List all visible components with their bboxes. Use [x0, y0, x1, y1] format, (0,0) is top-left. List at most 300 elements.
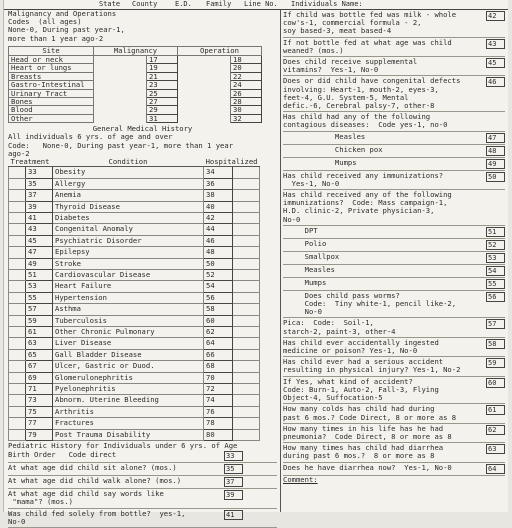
treatment-spacer: [9, 326, 26, 337]
treatment-code-box[interactable]: 65: [26, 349, 53, 360]
treatment-code-box[interactable]: 39: [26, 201, 53, 212]
condition-row: [9, 235, 260, 246]
hospitalized-code-box[interactable]: 56: [204, 292, 233, 303]
condition-name: Psychiatric Disorder: [53, 235, 204, 246]
question-text: Measles: [283, 264, 335, 274]
condition-row: [9, 247, 260, 258]
question-text: If not bottle fed at what age was child weaned? (mos.): [283, 37, 452, 55]
operation-code-box[interactable]: 32: [231, 114, 262, 122]
operation-spacer: [178, 98, 231, 106]
treatment-spacer: [9, 292, 26, 303]
condition-name: Gall Bladder Disease: [53, 349, 204, 360]
answer-code-box[interactable]: 60: [486, 378, 505, 388]
hospitalized-spacer: [233, 384, 260, 395]
treatment-spacer: [9, 315, 26, 326]
operation-spacer: [178, 64, 231, 72]
condition-name: Congenital Anomaly: [53, 224, 204, 235]
malignancy-code-box[interactable]: 23: [147, 81, 178, 89]
malignancy-spacer: [94, 106, 147, 114]
hospitalized-code-box[interactable]: 46: [204, 235, 233, 246]
treatment-spacer: [9, 349, 26, 360]
pediatric-answer-box[interactable]: 33: [224, 451, 243, 461]
right-question-row: [283, 171, 505, 190]
hospitalized-code-box[interactable]: 62: [204, 326, 233, 337]
right-question-row: [283, 239, 505, 252]
treatment-spacer: [9, 235, 26, 246]
answer-code-box[interactable]: 57: [486, 319, 505, 329]
condition-name: Hypertension: [53, 292, 204, 303]
condition-name: Epilepsy: [53, 247, 204, 258]
right-questions: [283, 10, 505, 476]
question-text: How many times has child had diarrhea during past 6 mos.? 8 or more as 8: [283, 443, 444, 461]
condition-name: Thyroid Disease: [53, 201, 204, 212]
malignancy-row: [9, 81, 262, 89]
census-form-sheet: [3, 0, 508, 526]
malignancy-code-box[interactable]: 17: [147, 56, 178, 64]
condition-name: Ulcer, Gastric or Duod.: [53, 361, 204, 372]
right-question-row: [283, 278, 505, 291]
right-question-row: [283, 265, 505, 278]
malignancy-row: [9, 98, 262, 106]
question-text: Has child ever accidentally ingested medicine or poison? Yes-1, No-0: [283, 337, 439, 356]
malignancy-table: [8, 46, 262, 123]
condition-row: [9, 167, 260, 178]
answer-code-box[interactable]: 43: [486, 39, 505, 49]
hospitalized-spacer: [233, 269, 260, 280]
condition-row: [9, 338, 260, 349]
treatment-code-box[interactable]: 79: [26, 429, 53, 440]
question-text: Mumps: [283, 277, 327, 287]
malignancy-code-box[interactable]: 29: [147, 106, 178, 114]
treatment-spacer: [9, 384, 26, 395]
treatment-code-box[interactable]: 73: [26, 395, 53, 406]
treatment-spacer: [9, 361, 26, 372]
hospitalized-code-box[interactable]: 44: [204, 224, 233, 235]
condition-row: [9, 384, 260, 395]
condition-name: Cardiovascular Disease: [53, 269, 204, 280]
ed-label: E.D.: [175, 0, 192, 8]
malignancy-code-box[interactable]: 27: [147, 98, 178, 106]
right-question-row: [283, 132, 505, 145]
site-label: Breasts: [9, 72, 94, 80]
hospitalized-header: Hospitalized: [204, 158, 260, 167]
treatment-code-box[interactable]: 57: [26, 304, 53, 315]
malignancy-code-box[interactable]: 19: [147, 64, 178, 72]
condition-name: Pyelonephritis: [53, 384, 204, 395]
hospitalized-code-box[interactable]: 34: [204, 167, 233, 178]
condition-name: Arthritis: [53, 406, 204, 417]
malignancy-row: [9, 114, 262, 122]
operation-code-box[interactable]: 20: [231, 64, 262, 72]
family-label: Family: [206, 0, 232, 8]
hospitalized-spacer: [233, 247, 260, 258]
condition-row: [9, 429, 260, 440]
condition-row: [9, 406, 260, 417]
answer-code-box[interactable]: 63: [486, 444, 505, 454]
right-question-row: [283, 338, 505, 357]
treatment-spacer: [9, 429, 26, 440]
treatment-code-box[interactable]: 49: [26, 258, 53, 269]
right-column: [283, 10, 505, 512]
right-question-row: [283, 404, 505, 423]
treatment-code-box[interactable]: 55: [26, 292, 53, 303]
hospitalized-code-box[interactable]: 78: [204, 418, 233, 429]
hospitalized-spacer: [233, 406, 260, 417]
right-question-row: [283, 226, 505, 239]
hospitalized-spacer: [233, 304, 260, 315]
right-question-row: [283, 424, 505, 443]
condition-row: [9, 224, 260, 235]
right-question-row: [283, 357, 505, 376]
hospitalized-code-box[interactable]: 60: [204, 315, 233, 326]
operation-header: Operation: [178, 46, 262, 55]
question-text: Does child receive supplemental vitamins? Yes-1, No-0: [283, 57, 418, 75]
malignancy-codes-label: Codes (all ages): [8, 17, 82, 27]
treatment-code-box[interactable]: 59: [26, 315, 53, 326]
treatment-spacer: [9, 167, 26, 178]
condition-name: Glomerulonephritis: [53, 372, 204, 383]
county-label: County: [132, 0, 158, 8]
treatment-spacer: [9, 212, 26, 223]
operation-spacer: [178, 72, 231, 80]
condition-row: [9, 281, 260, 292]
pediatric-title: Pediatric History for Individuals under 6 yrs. of Age: [8, 441, 238, 451]
pediatric-question-text: At what age did child walk alone? (mos.): [8, 476, 182, 486]
hospitalized-code-box[interactable]: 66: [204, 349, 233, 360]
treatment-code-box[interactable]: 53: [26, 281, 53, 292]
question-text: Pica: Code: Soil-1, starch-2, paint-3, other-4: [283, 318, 396, 336]
malignancy-title: Malignancy and Operations: [8, 9, 117, 18]
condition-row: [9, 190, 260, 201]
malignancy-spacer: [94, 56, 147, 64]
right-question-row: [283, 377, 505, 405]
treatment-spacer: [9, 281, 26, 292]
hospitalized-code-box[interactable]: 48: [204, 247, 233, 258]
hospitalized-code-box[interactable]: 76: [204, 406, 233, 417]
malignancy-spacer: [94, 72, 147, 80]
condition-row: [9, 418, 260, 429]
condition-name: Diabetes: [53, 212, 204, 223]
treatment-spacer: [9, 258, 26, 269]
condition-name: Asthma: [53, 304, 204, 315]
question-text: DPT: [283, 225, 318, 235]
hospitalized-spacer: [233, 258, 260, 269]
right-question-row: [283, 76, 505, 112]
malignancy-spacer: [94, 89, 147, 97]
malignancy-row: [9, 64, 262, 72]
hospitalized-spacer: [233, 212, 260, 223]
right-question-row: [283, 145, 505, 158]
gmh-title: General Medical History: [92, 124, 193, 134]
hospitalized-code-box[interactable]: 36: [204, 178, 233, 189]
treatment-spacer: [9, 418, 26, 429]
malignancy-code-box[interactable]: 21: [147, 72, 178, 80]
gmh-line-1: All individuals 6 yrs. of age and over: [8, 132, 173, 142]
malignancy-spacer: [94, 98, 147, 106]
question-text: How many times in his life has he had pneumonia? Code Direct, 8 or more as 8: [283, 423, 452, 441]
hospitalized-code-box[interactable]: 80: [204, 429, 233, 440]
treatment-spacer: [9, 304, 26, 315]
condition-row: [9, 258, 260, 269]
malignancy-spacer: [94, 64, 147, 72]
condition-row: [9, 395, 260, 406]
operation-spacer: [178, 89, 231, 97]
state-label: State: [99, 0, 121, 8]
treatment-code-box[interactable]: 61: [26, 326, 53, 337]
treatment-code-box[interactable]: 45: [26, 235, 53, 246]
question-text: Has child had any of the following contagious diseases: Code yes-1, no-0: [283, 112, 448, 130]
hospitalized-spacer: [233, 349, 260, 360]
individuals-name-label: Individuals Name:: [291, 0, 363, 8]
hospitalized-spacer: [233, 326, 260, 337]
hospitalized-spacer: [233, 395, 260, 406]
site-label: Head or neck: [9, 56, 94, 64]
right-question-row: [283, 158, 505, 171]
treatment-code-box[interactable]: 47: [26, 247, 53, 258]
site-label: Blood: [9, 106, 94, 114]
pediatric-question-text: At what age did child say words like "mama"? (mos.): [8, 489, 164, 507]
treatment-code-box[interactable]: 37: [26, 190, 53, 201]
treatment-spacer: [9, 178, 26, 189]
answer-code-box[interactable]: 47: [486, 133, 505, 143]
question-text: Mumps: [283, 157, 357, 167]
answer-code-box[interactable]: 46: [486, 77, 505, 87]
malignancy-code-box[interactable]: 25: [147, 89, 178, 97]
condition-row: [9, 178, 260, 189]
condition-name: Anemia: [53, 190, 204, 201]
left-column: [8, 9, 277, 526]
right-question-row: [283, 252, 505, 265]
condition-name: Other Chronic Pulmonary: [53, 326, 204, 337]
question-text: How many colds has child had during past 6 mos.? Code Direct, 8 or more as 8: [283, 404, 457, 422]
question-text: Does he have diarrhea now? Yes-1, No-0: [283, 462, 452, 472]
hospitalized-code-box[interactable]: 42: [204, 212, 233, 223]
condition-row: [9, 361, 260, 372]
malignancy-header: Malignancy: [94, 46, 178, 55]
malignancy-code-box[interactable]: 31: [147, 114, 178, 122]
treatment-code-box[interactable]: 51: [26, 269, 53, 280]
answer-code-box[interactable]: 64: [486, 464, 505, 474]
treatment-spacer: [9, 201, 26, 212]
treatment-header: Treatment: [9, 158, 53, 167]
pediatric-answer-box[interactable]: 39: [224, 490, 243, 500]
hospitalized-code-box[interactable]: 50: [204, 258, 233, 269]
treatment-code-box[interactable]: 71: [26, 384, 53, 395]
answer-code-box[interactable]: 51: [486, 227, 505, 237]
operation-spacer: [178, 114, 231, 122]
pediatric-answer-box[interactable]: 35: [224, 464, 243, 474]
site-label: Urinary Tract: [9, 89, 94, 97]
pediatric-question-row: [8, 476, 277, 489]
condition-row: [9, 315, 260, 326]
site-label: Gastro-Intestinal: [9, 81, 94, 89]
treatment-spacer: [9, 395, 26, 406]
condition-name: Allergy: [53, 178, 204, 189]
condition-row: [9, 304, 260, 315]
hospitalized-spacer: [233, 281, 260, 292]
hospitalized-spacer: [233, 372, 260, 383]
answer-code-box[interactable]: 52: [486, 240, 505, 250]
question-text: Measles: [283, 131, 366, 141]
right-question-row: [283, 38, 505, 57]
condition-row: [9, 349, 260, 360]
malignancy-spacer: [94, 114, 147, 122]
question-text: If Yes, what kind of accident? Code: Burn-1, Auto-2, Fall-3, Flying Object-4, Suffocation-5: [283, 376, 439, 403]
hospitalized-spacer: [233, 201, 260, 212]
condition-name: Abnorm. Uterine Bleeding: [53, 395, 204, 406]
answer-code-box[interactable]: 49: [486, 159, 505, 169]
hospitalized-spacer: [233, 178, 260, 189]
question-text: If child was bottle fed was milk - whole cow's-1, commercial formula - 2, soy based-3, meat based-4: [283, 10, 457, 36]
condition-row: [9, 326, 260, 337]
treatment-code-box[interactable]: 67: [26, 361, 53, 372]
hospitalized-spacer: [233, 224, 260, 235]
pediatric-question-row: [8, 450, 277, 463]
comment-label: Comment:: [283, 474, 318, 484]
right-question-row: [283, 463, 505, 476]
answer-code-box[interactable]: 45: [486, 58, 505, 68]
treatment-code-box[interactable]: 75: [26, 406, 53, 417]
question-text: Has child received any of the following immunizations? Code: Mass campaign-1, H.D. clinic-2, Private physician-3, No-0: [283, 190, 452, 224]
hospitalized-code-box[interactable]: 38: [204, 190, 233, 201]
treatment-spacer: [9, 269, 26, 280]
malignancy-codes-line-1: None-0, During past year-1,: [8, 25, 125, 35]
hospitalized-spacer: [233, 167, 260, 178]
pediatric-question-row: [8, 489, 277, 508]
hospitalized-code-box[interactable]: 74: [204, 395, 233, 406]
pediatric-question-text: At what age did child sit alone? (mos.): [8, 463, 177, 473]
treatment-code-box[interactable]: 69: [26, 372, 53, 383]
condition-row: [9, 292, 260, 303]
answer-code-box[interactable]: 50: [486, 172, 505, 182]
question-text: Has child ever had a serious accident resulting in physical injury? Yes-1, No-2: [283, 357, 461, 375]
operation-code-box[interactable]: 18: [231, 56, 262, 64]
question-text: Does or did child have congenital defects involving: Heart-1, mouth-2, eyes-3, feet-4, G.U. System-5, Mental defic.-6, Cerebral palsy-7, other-8: [283, 76, 461, 111]
answer-code-box[interactable]: 61: [486, 405, 505, 415]
pediatric-question-text: Was child fed solely from bottle? yes-1, No-0: [8, 508, 186, 526]
condition-row: [9, 201, 260, 212]
right-question-row: [283, 318, 505, 337]
operation-code-box[interactable]: 24: [231, 81, 262, 89]
hospitalized-spacer: [233, 190, 260, 201]
answer-code-box[interactable]: 53: [486, 253, 505, 263]
malignancy-row: [9, 89, 262, 97]
answer-code-box[interactable]: 48: [486, 146, 505, 156]
answer-code-box[interactable]: 58: [486, 339, 505, 349]
right-question-row: [283, 443, 505, 462]
condition-name: Stroke: [53, 258, 204, 269]
gmh-line-3: ago-2: [8, 148, 30, 158]
question-text: Does child pass worms? Code: Tiny white-1, pencil like-2, No-0: [304, 290, 457, 317]
treatment-spacer: [9, 190, 26, 201]
site-header: Site: [9, 46, 94, 55]
site-label: Heart or lungs: [9, 64, 94, 72]
treatment-spacer: [9, 224, 26, 235]
hospitalized-spacer: [233, 235, 260, 246]
hospitalized-code-box[interactable]: 52: [204, 269, 233, 280]
pediatric-question-text: Birth Order Code direct: [8, 450, 117, 460]
treatment-code-box[interactable]: 77: [26, 418, 53, 429]
operation-spacer: [178, 81, 231, 89]
condition-row: [9, 269, 260, 280]
pediatric-answer-box[interactable]: 41: [224, 510, 243, 520]
gmh-line-2: Code: None-0, During past year-1, more than 1 year: [8, 140, 234, 150]
answer-code-box[interactable]: 59: [486, 358, 505, 368]
hospitalized-spacer: [233, 315, 260, 326]
treatment-code-box[interactable]: 41: [26, 212, 53, 223]
operation-code-box[interactable]: 22: [231, 72, 262, 80]
pediatric-questions: [8, 450, 277, 528]
answer-code-box[interactable]: 56: [486, 292, 505, 302]
condition-row: [9, 212, 260, 223]
condition-name: Liver Disease: [53, 338, 204, 349]
answer-code-box[interactable]: 55: [486, 279, 505, 289]
treatment-code-box[interactable]: 43: [26, 224, 53, 235]
right-question-row: [283, 291, 505, 319]
malignancy-spacer: [94, 81, 147, 89]
condition-name: Post Trauma Disability: [53, 429, 204, 440]
treatment-spacer: [9, 372, 26, 383]
answer-code-box[interactable]: 42: [486, 11, 505, 21]
right-question-row: [283, 57, 505, 76]
right-question-row: [283, 10, 505, 38]
hospitalized-code-box[interactable]: 70: [204, 372, 233, 383]
hospitalized-spacer: [233, 361, 260, 372]
treatment-code-box[interactable]: 63: [26, 338, 53, 349]
treatment-code-box[interactable]: 35: [26, 178, 53, 189]
condition-name: Tuberculosis: [53, 315, 204, 326]
hospitalized-spacer: [233, 418, 260, 429]
hospitalized-code-box[interactable]: 72: [204, 384, 233, 395]
hospitalized-code-box[interactable]: 64: [204, 338, 233, 349]
operation-code-box[interactable]: 30: [231, 106, 262, 114]
hospitalized-code-box[interactable]: 54: [204, 281, 233, 292]
hospitalized-code-box[interactable]: 40: [204, 201, 233, 212]
malignancy-codes-line-2: more than 1 year ago-2: [8, 33, 104, 43]
hospitalized-spacer: [233, 292, 260, 303]
hospitalized-code-box[interactable]: 58: [204, 304, 233, 315]
question-text: Smallpox: [283, 251, 340, 261]
operation-spacer: [178, 106, 231, 114]
treatment-spacer: [9, 247, 26, 258]
pediatric-question-row: [8, 463, 277, 476]
answer-code-box[interactable]: 54: [486, 266, 505, 276]
treatment-spacer: [9, 338, 26, 349]
condition-name: Fractures: [53, 418, 204, 429]
hospitalized-spacer: [233, 338, 260, 349]
column-divider: [280, 10, 281, 512]
answer-code-box[interactable]: 62: [486, 425, 505, 435]
treatment-code-box[interactable]: 33: [26, 167, 53, 178]
hospitalized-code-box[interactable]: 68: [204, 361, 233, 372]
pediatric-answer-box[interactable]: 37: [224, 477, 243, 487]
malignancy-row: [9, 106, 262, 114]
site-label: Other: [9, 114, 94, 122]
condition-name: Heart Failure: [53, 281, 204, 292]
condition-name: Obesity: [53, 167, 204, 178]
operation-code-box[interactable]: 26: [231, 89, 262, 97]
operation-spacer: [178, 56, 231, 64]
treatment-spacer: [9, 406, 26, 417]
conditions-table: [8, 158, 260, 441]
question-text: Has child received any immunizations? Yes-1, No-0: [283, 170, 444, 188]
right-question-row: [283, 112, 505, 131]
operation-code-box[interactable]: 28: [231, 98, 262, 106]
hospitalized-spacer: [233, 429, 260, 440]
right-question-row: [283, 190, 505, 226]
line-no-label: Line No.: [244, 0, 278, 8]
condition-row: [9, 372, 260, 383]
